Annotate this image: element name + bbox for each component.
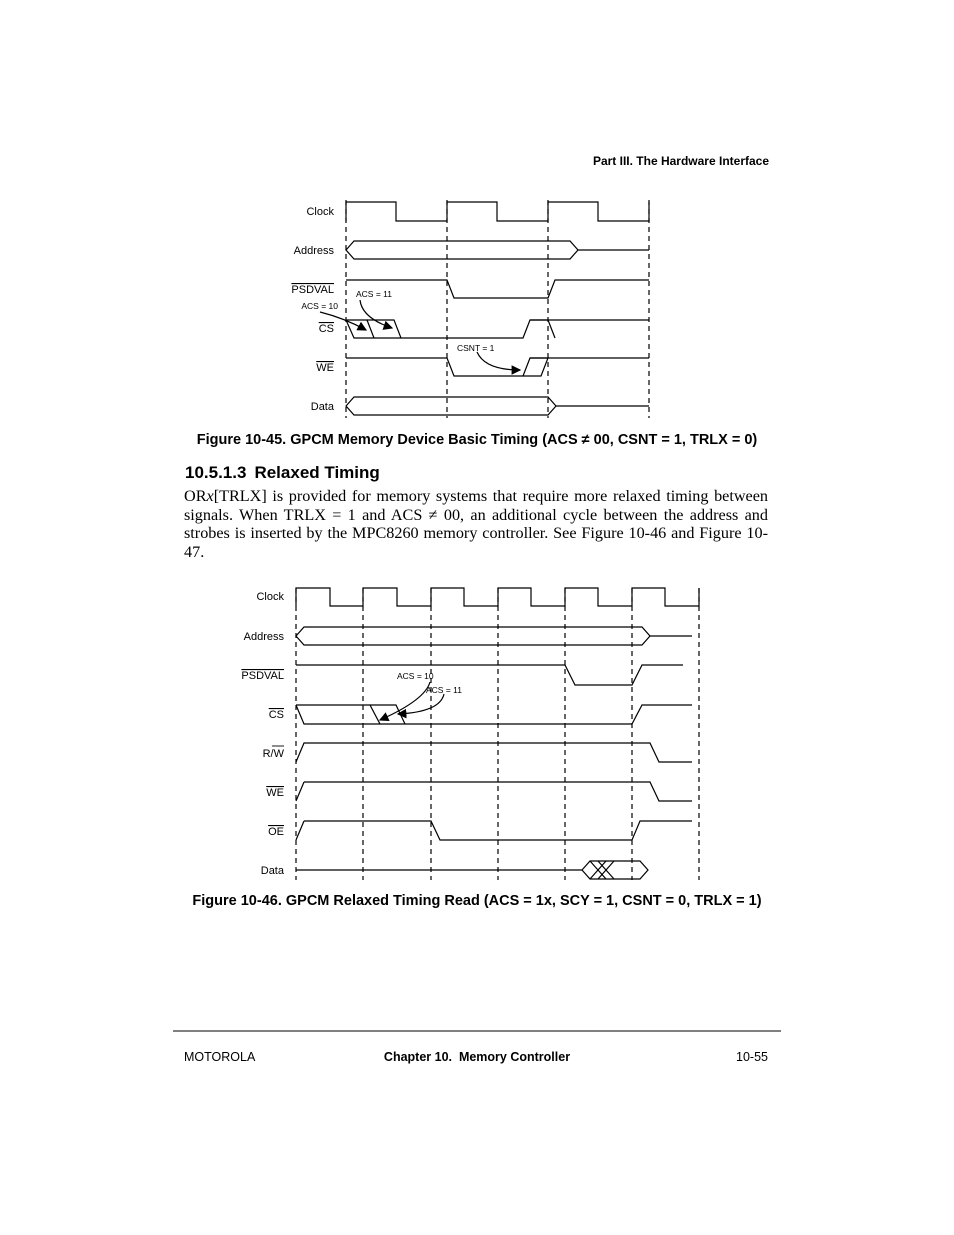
- footer-publisher: MOTOROLA: [184, 1050, 256, 1064]
- signal-label-data: Data: [310, 401, 334, 413]
- signal-label-we-2: WE: [266, 787, 284, 799]
- signal-label-data-2: Data: [260, 865, 284, 877]
- figure-caption-10-46: Figure 10-46. GPCM Relaxed Timing Read (ACS = 1x, SCY = 1, CSNT = 0, TRLX = 1): [192, 893, 762, 909]
- signal-label-clock: Clock: [306, 206, 334, 218]
- signal-label-address: Address: [293, 245, 334, 257]
- footer-rule: [173, 1030, 781, 1032]
- running-head: Part III. The Hardware Interface: [592, 154, 769, 168]
- signal-label-psdval: PSDVAL: [291, 284, 334, 296]
- signal-label-oe: OE: [268, 826, 284, 838]
- figure-caption-10-45: Figure 10-45. GPCM Memory Device Basic Timing (ACS ≠ 00, CSNT = 1, TRLX = 0): [196, 432, 758, 448]
- signal-label-cs-2: CS: [268, 709, 284, 721]
- section-title: Relaxed Timing: [254, 463, 380, 482]
- paragraph-prefix: OR: [184, 487, 207, 505]
- paragraph-text: [TRLX] is provided for memory systems that require more relaxed timing between signals. When TRLX = 1 and ACS ≠ 00, an additional cycle between the address and strobes is inserted by the MPC8260 memory controller. See Figure 10-46 and Figure 10-47.: [184, 487, 768, 561]
- signal-label-cs: CS: [318, 323, 334, 335]
- footer-chapter: Chapter 10. Memory Controller: [383, 1050, 571, 1064]
- signal-label-psdval-2: PSDVAL: [241, 670, 284, 682]
- paragraph-italic: x: [206, 487, 214, 505]
- signal-label-rw: R/W: [262, 748, 284, 760]
- annotation-acs-10: ACS = 10: [301, 301, 338, 311]
- footer-page-number: 10-55: [736, 1050, 768, 1064]
- signal-label-clock-2: Clock: [256, 591, 284, 603]
- annotation-csnt: CSNT = 1: [457, 343, 495, 353]
- section-number: 10.5.1.3: [185, 463, 247, 482]
- signal-label-we: WE: [316, 362, 334, 374]
- signal-label-address-2: Address: [243, 631, 284, 643]
- annotation-acs-11-2: ACS = 11: [426, 685, 462, 695]
- annotation-acs-10-2: ACS = 10: [397, 671, 434, 681]
- annotation-acs-11: ACS = 11: [356, 289, 392, 299]
